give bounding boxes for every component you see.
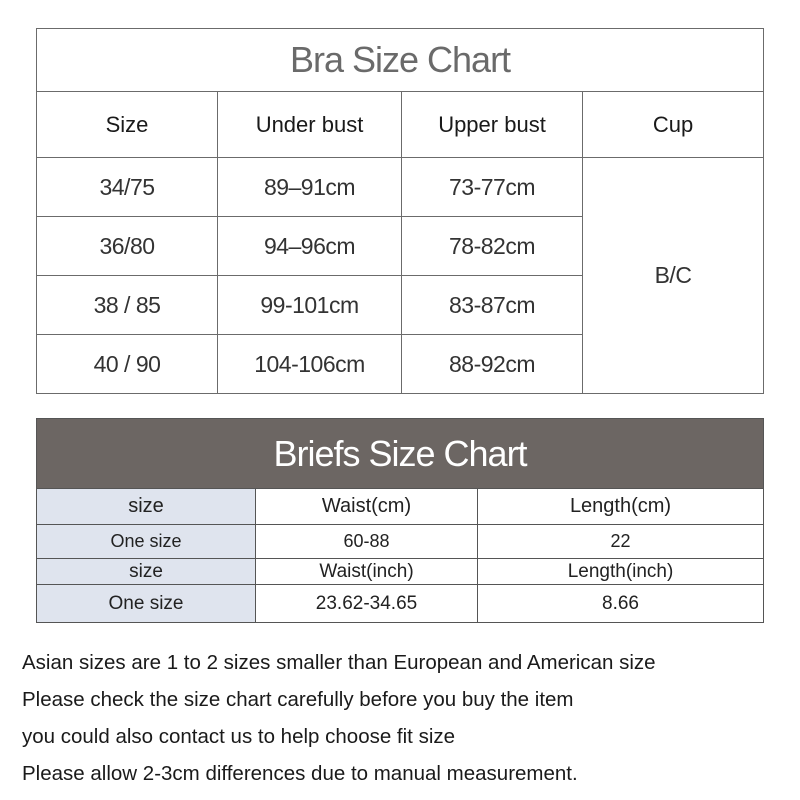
note-line: Asian sizes are 1 to 2 sizes smaller than European and American size — [22, 651, 656, 674]
briefs-chart-title: Briefs Size Chart — [37, 419, 764, 489]
briefs-size-header: size — [37, 559, 256, 585]
briefs-size-cell: One size — [37, 525, 256, 559]
note-line: Please allow 2-3cm differences due to manual measurement. — [22, 762, 578, 785]
briefs-waist-header: Waist(cm) — [256, 489, 478, 525]
bra-size-cell: 34/75 — [37, 158, 218, 217]
briefs-size-cell: One size — [37, 585, 256, 623]
bra-upper-bust-cell: 73-77cm — [402, 158, 583, 217]
briefs-length-header: Length(inch) — [478, 559, 764, 585]
briefs-size-table — [36, 418, 764, 623]
briefs-length-cell: 8.66 — [478, 585, 764, 623]
bra-under-bust-cell: 99-101cm — [218, 276, 402, 335]
bra-under-bust-cell: 104-106cm — [218, 335, 402, 394]
bra-upper-bust-cell: 88-92cm — [402, 335, 583, 394]
briefs-row — [37, 525, 764, 559]
briefs-header-row — [37, 559, 764, 585]
bra-header-under-bust: Under bust — [218, 92, 402, 158]
bra-size-cell: 38 / 85 — [37, 276, 218, 335]
briefs-waist-cell: 23.62-34.65 — [256, 585, 478, 623]
note-line: you could also contact us to help choose fit size — [22, 725, 456, 748]
bra-upper-bust-cell: 83-87cm — [402, 276, 583, 335]
bra-header-cup: Cup — [583, 92, 764, 158]
note-line: Please check the size chart carefully before you buy the item — [22, 688, 574, 711]
briefs-waist-header: Waist(inch) — [256, 559, 478, 585]
briefs-row — [37, 585, 764, 623]
bra-header-upper-bust: Upper bust — [402, 92, 583, 158]
bra-header-size: Size — [37, 92, 218, 158]
bra-size-table — [36, 28, 764, 394]
briefs-size-header: size — [37, 489, 256, 525]
briefs-header-row — [37, 489, 764, 525]
bra-under-bust-cell: 94–96cm — [218, 217, 402, 276]
bra-size-cell: 40 / 90 — [37, 335, 218, 394]
briefs-length-header: Length(cm) — [478, 489, 764, 525]
bra-size-cell: 36/80 — [37, 217, 218, 276]
bra-chart-title: Bra Size Chart — [37, 29, 764, 92]
bra-header-row — [37, 92, 764, 158]
bra-cup-cell: B/C — [583, 158, 764, 394]
bra-under-bust-cell: 89–91cm — [218, 158, 402, 217]
size-notes — [22, 644, 797, 792]
briefs-waist-cell: 60-88 — [256, 525, 478, 559]
bra-upper-bust-cell: 78-82cm — [402, 217, 583, 276]
bra-row — [37, 158, 764, 217]
briefs-length-cell: 22 — [478, 525, 764, 559]
